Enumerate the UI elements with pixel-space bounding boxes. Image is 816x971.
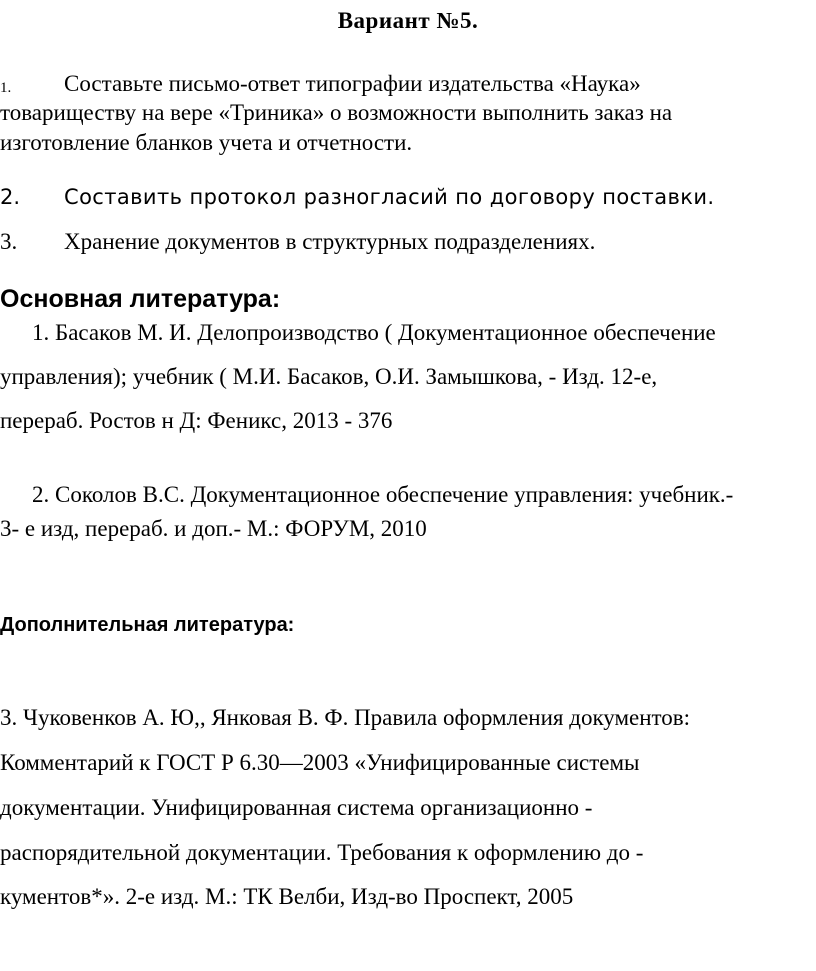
additional-literature-item-1-line-2: Комментарий к ГОСТ Р 6.30—2003 «Унифицированные системы <box>0 750 640 775</box>
task-1-line-2: товариществу на вере «Триника» о возможности выполнить заказ на <box>0 100 673 125</box>
page-title: Вариант №5. <box>337 8 479 33</box>
task-1-line-1: Составьте письмо-ответ типографии издательства «Наука» <box>64 71 641 96</box>
task-1-line-3: изготовление бланков учета и отчетности. <box>0 130 413 155</box>
main-literature-item-1-line-2: управления); учебник ( М.И. Басаков, О.И. Замышкова, - Изд. 12-е, <box>0 364 658 389</box>
additional-literature-item-1-line-4: распорядительной документации. Требования к оформлению до - <box>0 840 644 865</box>
main-literature-item-2-line-1: 2. Соколов В.С. Документационное обеспечение управления: учебник.- <box>32 482 734 507</box>
main-literature-item-2-line-2: 3- е изд, перераб. и доп.- М.: ФОРУМ, 2010 <box>0 516 427 541</box>
task-1-number: 1. <box>0 80 12 96</box>
additional-literature-item-1-line-3: документации. Унифицированная система организационно - <box>0 795 593 820</box>
additional-literature-item-1-line-5: кументов*». 2-е изд. М.: ТК Велби, Изд-во Проспект, 2005 <box>0 884 574 909</box>
main-literature-heading: Основная литература: <box>0 285 281 313</box>
task-3-number: 3. <box>0 229 18 254</box>
task-2-line-1: Составить протокол разногласий по договору поставки. <box>64 185 715 209</box>
main-literature-item-1-line-1: 1. Басаков М. И. Делопроизводство ( Документационное обеспечение <box>32 320 716 345</box>
additional-literature-heading: Дополнительная литература: <box>0 614 295 636</box>
task-3-line-1: Хранение документов в структурных подразделениях. <box>64 229 596 254</box>
additional-literature-item-1-line-1: 3. Чуковенков А. Ю,, Янковая В. Ф. Правила оформления документов: <box>0 705 691 730</box>
main-literature-item-1-line-3: перераб. Ростов н Д: Феникс, 2013 - 376 <box>0 408 393 433</box>
task-2-number: 2. <box>0 185 21 209</box>
